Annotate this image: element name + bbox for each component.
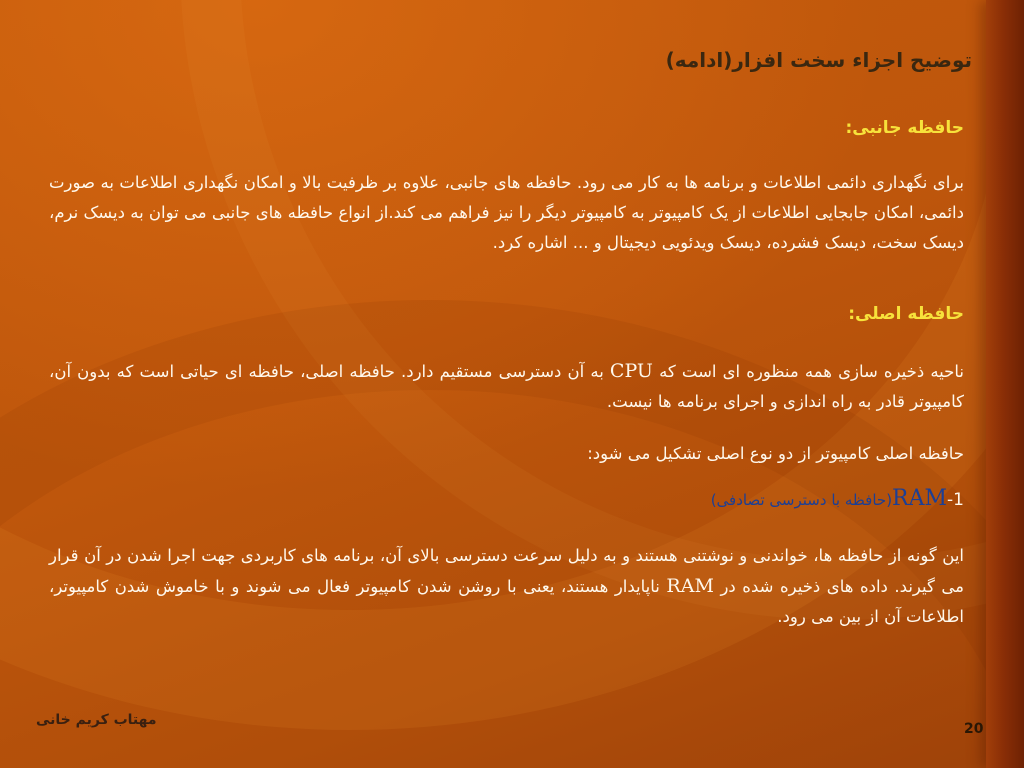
main-memory-heading: حافظه اصلی: [848, 304, 964, 324]
cpu-term: CPU [609, 360, 653, 382]
ram-item-number: 1- [947, 490, 964, 510]
ram-label: RAM [892, 486, 948, 511]
page-number: 20 [964, 721, 984, 737]
secondary-memory-paragraph: برای نگهداری دائمی اطلاعات و برنامه ها به کار می رود. حافظه های جانبی، علاوه بر ظرفیت بالا و امکان نگهداری اطلاعات به صورت دائمی، امکان جابجایی اطلاعات از یک کامپیوتر به کامپیوتر دیگر را نیز فراهم می کند.از انواع حافظه های جانبی می توان به دیسک نرم، دیسک سخت، دیسک فشرده، دیسک ویدئویی دیجیتال و ... اشاره کرد. [49, 173, 964, 252]
main-memory-text-part1: ناحیه ذخیره سازی همه منظوره ای است که [659, 362, 964, 381]
secondary-memory-heading: حافظه جانبی: [845, 118, 964, 138]
ram-text-part1: این گونه از حافظه ها، خواندنی و نوشتنی هستند و به دلیل سرعت دسترسی بالای آن، برنامه های کاربردی جهت اجرا شدن در آن قرار می گیرند. داده های ذخیره شده در [49, 546, 964, 596]
memory-types-intro: حافظه اصلی کامپیوتر از دو نوع اصلی تشکیل می شود: [587, 444, 964, 463]
ram-description: (حافظه با دسترسی تصادفی) [710, 491, 893, 509]
ram-paragraph [49, 541, 964, 632]
side-band [986, 0, 1024, 768]
ram-item [711, 486, 964, 511]
main-memory-paragraph [49, 356, 964, 417]
ram-term: RAM [666, 575, 714, 597]
slide-title: توضیح اجزاء سخت افزار(ادامه) [665, 48, 972, 72]
author-name: مهتاب کریم خانی [36, 712, 157, 728]
ram-text-part2: ناپایدار هستند، یعنی با روشن شدن کامپیوتر فعال می شوند و با خاموش شدن کامپیوتر، اطلاعات آن از بین می رود. [49, 577, 964, 626]
main-memory-text-part2: به آن دسترسی مستقیم دارد. حافظه اصلی، حافظه ای حیاتی است که بدون آن، کامپیوتر قادر به راه اندازی و اجرای برنامه ها نیست. [49, 362, 964, 411]
